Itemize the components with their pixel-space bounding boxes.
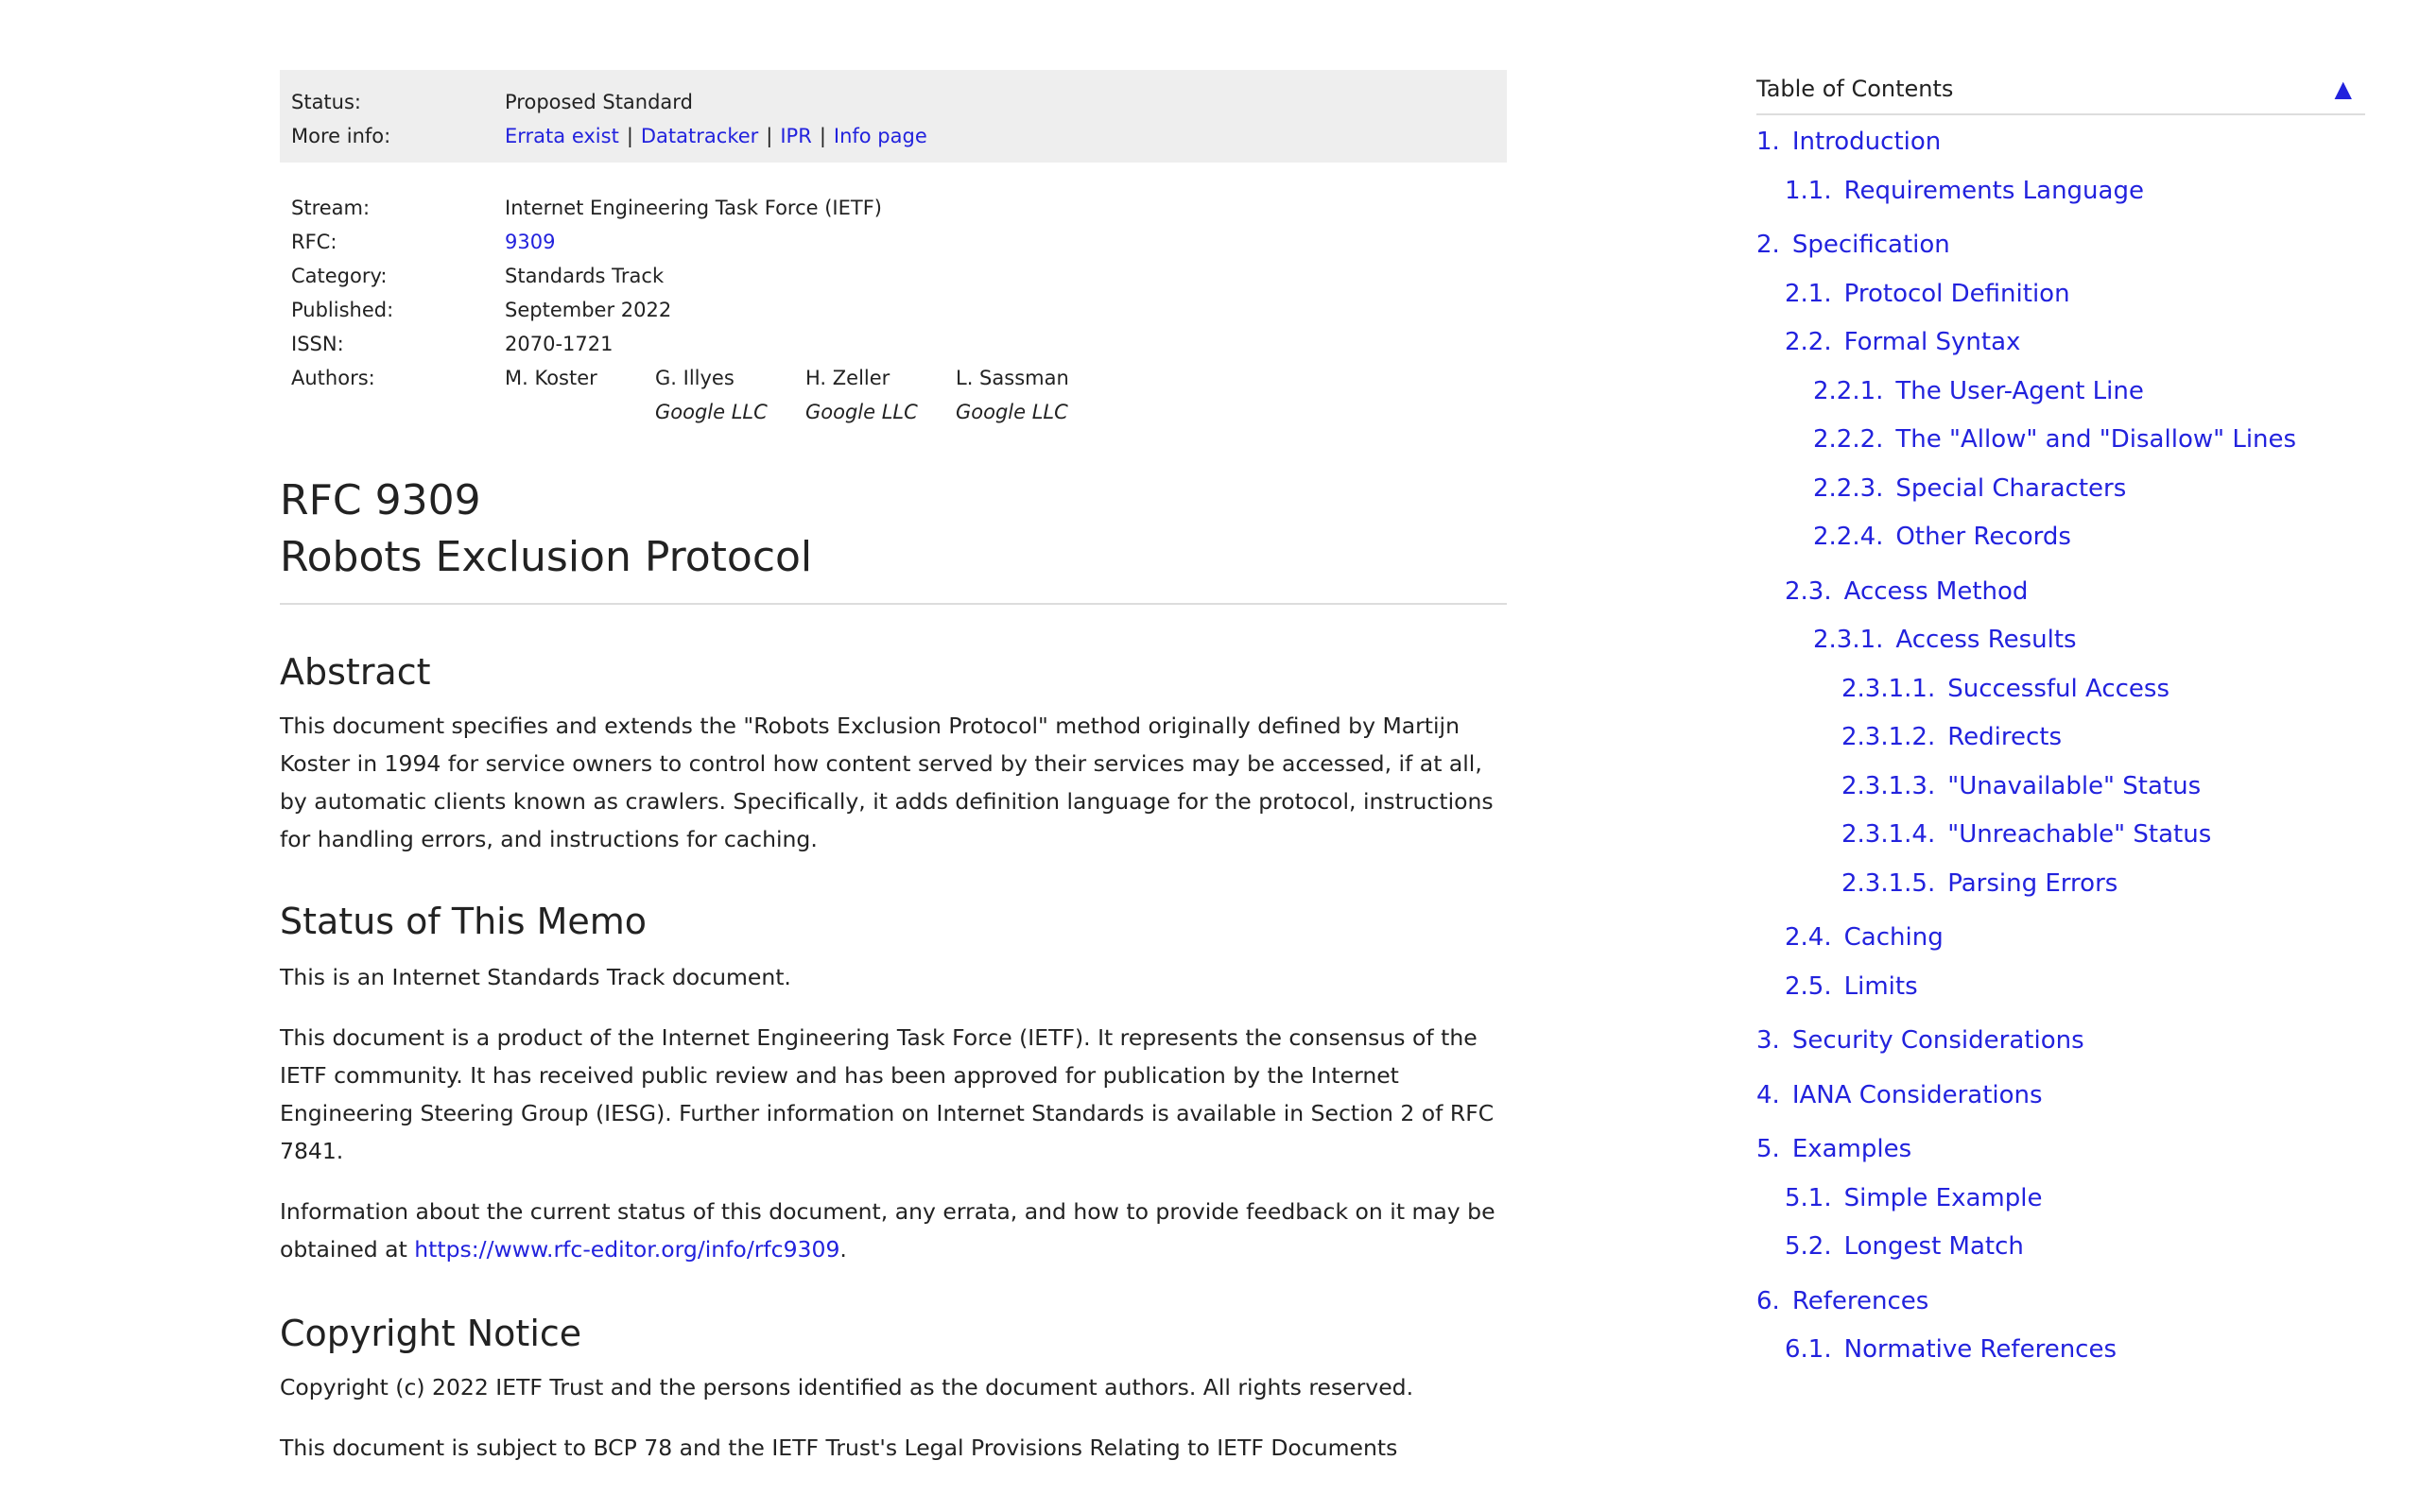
toc-item-number: 6.1. bbox=[1785, 1335, 1832, 1364]
toc-item[interactable] bbox=[1813, 422, 2296, 456]
author bbox=[655, 361, 805, 429]
table-of-contents bbox=[1756, 70, 2365, 1423]
toc-item[interactable] bbox=[1841, 769, 2201, 803]
toc-item[interactable] bbox=[1785, 1181, 2042, 1215]
title-name: Robots Exclusion Protocol bbox=[280, 533, 813, 581]
author-org bbox=[505, 395, 655, 429]
status-memo-heading: Status of This Memo bbox=[280, 901, 648, 942]
rfc-number-link[interactable]: 9309 bbox=[505, 231, 556, 253]
title-divider bbox=[280, 603, 1507, 605]
toc-item-number: 2.3.1.4. bbox=[1841, 820, 1936, 849]
author bbox=[505, 361, 655, 429]
toc-item-label: "Unreachable" Status bbox=[1947, 820, 2212, 849]
author-org: Google LLC bbox=[655, 401, 768, 423]
toc-item-number: 2.2.4. bbox=[1813, 523, 1884, 551]
issn-label: ISSN: bbox=[291, 333, 344, 355]
toc-collapse-toggle-icon[interactable]: ▲ bbox=[2334, 76, 2352, 102]
ipr-link[interactable]: IPR bbox=[780, 125, 812, 147]
status-row bbox=[291, 85, 1495, 119]
toc-item-number: 2.2.2. bbox=[1813, 425, 1884, 454]
toc-item[interactable] bbox=[1813, 520, 2071, 554]
status-info-text: Information about the current status of this document, any errata, and how to provide feedback on it may be obtained at bbox=[280, 1198, 1495, 1263]
copyright-heading: Copyright Notice bbox=[280, 1313, 582, 1354]
toc-item-label: Specification bbox=[1791, 231, 1950, 259]
document-main bbox=[280, 70, 1507, 1467]
author-name: L. Sassman bbox=[956, 367, 1069, 389]
issn-value: 2070-1721 bbox=[505, 333, 614, 355]
toc-item[interactable] bbox=[1813, 472, 2126, 506]
toc-item-number: 1.1. bbox=[1785, 176, 1832, 205]
toc-item-label: Security Considerations bbox=[1791, 1026, 2084, 1055]
toc-item-number: 2.3.1.5. bbox=[1841, 868, 1936, 898]
abstract-text: This document specifies and extends the "Robots Exclusion Protocol" method originally defined by Martijn Koster in 1994 for service owners to control how content served by their services may be accessed, if at all, by automatic clients known as crawlers. Specifically, it adds definition language for the protocol, instructions for handling errors, and instructions for caching. bbox=[280, 713, 1494, 852]
toc-list bbox=[1756, 125, 2365, 1423]
toc-item[interactable] bbox=[1841, 720, 2062, 754]
toc-item-label: Caching bbox=[1843, 923, 1944, 952]
authors-row bbox=[291, 361, 1495, 429]
status-memo-paragraph: This document is a product of the Internet Engineering Task Force (IETF). It represents the consensus of the IETF community. It has received public review and has been approved for publication by the Internet Engineering Steering Group (IESG). Further information on Internet Standards is available in Section 2 of RFC 7841. bbox=[280, 1024, 1495, 1164]
stream-label: Stream: bbox=[291, 197, 371, 219]
published-value: September 2022 bbox=[505, 299, 672, 321]
toc-item-number: 3. bbox=[1756, 1026, 1780, 1055]
toc-item-label: Special Characters bbox=[1895, 473, 2127, 503]
toc-header bbox=[1756, 70, 2365, 115]
toc-item-number: 4. bbox=[1756, 1080, 1780, 1109]
document-info bbox=[280, 163, 1507, 429]
toc-item[interactable] bbox=[1841, 867, 2118, 901]
category-row bbox=[291, 259, 1495, 293]
author-name: G. Illyes bbox=[655, 367, 735, 389]
copyright-paragraph: Copyright (c) 2022 IETF Trust and the persons identified as the document authors. All rights reserved. bbox=[280, 1374, 1414, 1400]
more-info-label: More info: bbox=[291, 125, 391, 147]
toc-item-number: 2.1. bbox=[1785, 279, 1832, 308]
toc-item[interactable] bbox=[1756, 228, 1950, 262]
toc-item-label: Other Records bbox=[1895, 523, 2071, 551]
more-info-links bbox=[505, 119, 927, 153]
separator: | bbox=[819, 125, 826, 147]
stream-row bbox=[291, 191, 1495, 225]
author-org: Google LLC bbox=[805, 401, 918, 423]
toc-item[interactable] bbox=[1785, 174, 2144, 208]
info-page-link[interactable]: Info page bbox=[833, 125, 927, 147]
toc-item-label: Longest Match bbox=[1843, 1232, 2024, 1261]
author bbox=[956, 361, 1106, 429]
errata-link[interactable]: Errata exist bbox=[505, 125, 619, 147]
toc-item[interactable] bbox=[1756, 1284, 1928, 1318]
toc-item-number: 5.2. bbox=[1785, 1232, 1832, 1261]
status-info-period: . bbox=[839, 1236, 847, 1263]
toc-item[interactable] bbox=[1785, 277, 2070, 311]
datatracker-link[interactable]: Datatracker bbox=[640, 125, 759, 147]
rfc-editor-info-link[interactable]: https://www.rfc-editor.org/info/rfc9309 bbox=[414, 1236, 840, 1263]
toc-item-label: Access Method bbox=[1843, 576, 2029, 606]
toc-item-number: 2.2.1. bbox=[1813, 376, 1884, 405]
authors-list bbox=[505, 361, 1106, 429]
status-memo-paragraph: This is an Internet Standards Track document. bbox=[280, 964, 791, 990]
status-box bbox=[280, 70, 1507, 163]
toc-item-label: Examples bbox=[1791, 1135, 1912, 1163]
toc-item-number: 2.4. bbox=[1785, 923, 1832, 952]
toc-item-number: 5. bbox=[1756, 1135, 1780, 1163]
toc-item-label: The "Allow" and "Disallow" Lines bbox=[1895, 425, 2297, 454]
author bbox=[805, 361, 956, 429]
category-label: Category: bbox=[291, 265, 388, 287]
toc-item[interactable] bbox=[1785, 970, 1918, 1004]
toc-item-number: 2.3.1. bbox=[1813, 626, 1884, 654]
status-label: Status: bbox=[291, 91, 361, 113]
stream-value: Internet Engineering Task Force (IETF) bbox=[505, 197, 882, 219]
toc-item-label: IANA Considerations bbox=[1791, 1080, 2043, 1109]
toc-item-label: References bbox=[1791, 1286, 1929, 1315]
separator: | bbox=[626, 125, 633, 147]
toc-item-label: "Unavailable" Status bbox=[1947, 771, 2202, 800]
toc-item-label: Simple Example bbox=[1843, 1183, 2043, 1212]
toc-item-label: Limits bbox=[1843, 971, 1918, 1001]
page-title bbox=[280, 472, 1507, 586]
title-rfc-number: RFC 9309 bbox=[280, 476, 481, 524]
toc-item-label: Introduction bbox=[1791, 128, 1942, 156]
toc-item-number: 2.3.1.1. bbox=[1841, 674, 1936, 703]
author-name: H. Zeller bbox=[805, 367, 890, 389]
toc-item[interactable] bbox=[1785, 575, 2028, 609]
toc-item[interactable] bbox=[1785, 920, 1944, 954]
toc-title: Table of Contents bbox=[1756, 76, 1954, 102]
toc-item-number: 1. bbox=[1756, 128, 1780, 156]
toc-item-number: 2.3. bbox=[1785, 576, 1832, 606]
published-label: Published: bbox=[291, 299, 394, 321]
abstract-heading: Abstract bbox=[280, 651, 431, 693]
toc-item-label: Protocol Definition bbox=[1843, 279, 2070, 308]
toc-item[interactable] bbox=[1813, 623, 2077, 657]
toc-item-number: 5.1. bbox=[1785, 1183, 1832, 1212]
authors-label: Authors: bbox=[291, 367, 375, 389]
toc-item[interactable] bbox=[1785, 1229, 2024, 1263]
toc-item-label: Normative References bbox=[1843, 1335, 2118, 1364]
author-name: M. Koster bbox=[505, 367, 597, 389]
toc-item-label: Access Results bbox=[1895, 626, 2077, 654]
author-org: Google LLC bbox=[956, 401, 1068, 423]
toc-item-number: 2.5. bbox=[1785, 971, 1832, 1001]
more-info-row bbox=[291, 119, 1495, 153]
toc-item-label: Redirects bbox=[1947, 723, 2063, 751]
toc-item-number: 2.3.1.2. bbox=[1841, 723, 1936, 751]
toc-item-number: 2.2. bbox=[1785, 328, 1832, 356]
toc-item[interactable] bbox=[1756, 1023, 2084, 1057]
toc-item-number: 2.2.3. bbox=[1813, 473, 1884, 503]
toc-item-number: 6. bbox=[1756, 1286, 1780, 1315]
toc-item-number: 2. bbox=[1756, 231, 1780, 259]
toc-item-label: Successful Access bbox=[1947, 674, 2170, 703]
toc-item[interactable] bbox=[1785, 1332, 2117, 1366]
status-value: Proposed Standard bbox=[505, 91, 693, 113]
toc-item[interactable] bbox=[1756, 1132, 1911, 1166]
toc-item-label: Formal Syntax bbox=[1843, 328, 2021, 356]
toc-item[interactable] bbox=[1841, 817, 2211, 851]
published-row bbox=[291, 293, 1495, 327]
toc-item-label: Requirements Language bbox=[1843, 176, 2144, 205]
toc-item-number: 2.3.1.3. bbox=[1841, 771, 1936, 800]
toc-item[interactable] bbox=[1756, 125, 1941, 159]
toc-item-label: Parsing Errors bbox=[1947, 868, 2118, 898]
rfc-row bbox=[291, 225, 1495, 259]
toc-item[interactable] bbox=[1841, 672, 2169, 706]
toc-item[interactable] bbox=[1756, 1078, 2043, 1112]
toc-item[interactable] bbox=[1785, 325, 2020, 359]
category-value: Standards Track bbox=[505, 265, 665, 287]
toc-item-label: The User-Agent Line bbox=[1895, 376, 2144, 405]
rfc-label: RFC: bbox=[291, 231, 337, 253]
toc-item[interactable] bbox=[1813, 374, 2144, 408]
issn-row bbox=[291, 327, 1495, 361]
copyright-paragraph: This document is subject to BCP 78 and the IETF Trust's Legal Provisions Relating to IETF Documents bbox=[280, 1435, 1398, 1461]
separator: | bbox=[766, 125, 773, 147]
status-memo-paragraph bbox=[280, 1193, 1507, 1268]
